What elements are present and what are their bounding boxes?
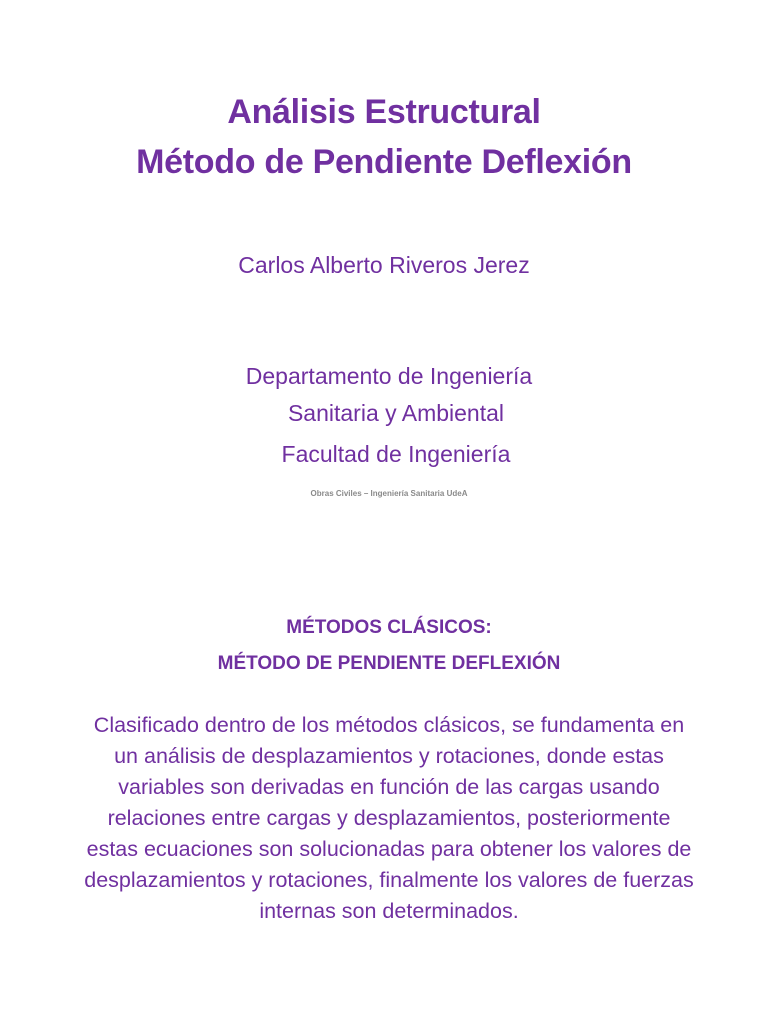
slide-footer: Obras Civiles – Ingeniería Sanitaria UdeA bbox=[310, 489, 468, 498]
section-heading bbox=[0, 610, 768, 682]
heading-line-2: MÉTODO DE PENDIENTE DEFLEXIÓN bbox=[217, 653, 561, 674]
presentation-title bbox=[0, 87, 768, 187]
department-block bbox=[0, 358, 768, 473]
author-name: Carlos Alberto Riveros Jerez bbox=[238, 252, 530, 278]
title-line-2: Método de Pendiente Deflexión bbox=[136, 143, 632, 181]
methods-slide bbox=[0, 512, 768, 1024]
faculty-line: Facultad de Ingeniería bbox=[281, 441, 511, 467]
title-line-1: Análisis Estructural bbox=[227, 93, 541, 131]
department-line-1: Departamento de Ingeniería bbox=[245, 363, 533, 389]
department-line-2: Sanitaria y Ambiental bbox=[287, 400, 505, 426]
heading-line-1: MÉTODOS CLÁSICOS: bbox=[286, 617, 492, 638]
method-description: Clasificado dentro de los métodos clásicos, se fundamenta en un análisis de desplazamientos y rotaciones, donde estas variables son derivadas en función de las cargas usando relaciones entre cargas y desplazamientos, posteriormente estas ecuaciones son solucionadas para obtener los valores de desplazamientos y rotaciones, finalmente los valores de fuerzas internas son determinados. bbox=[84, 713, 694, 923]
